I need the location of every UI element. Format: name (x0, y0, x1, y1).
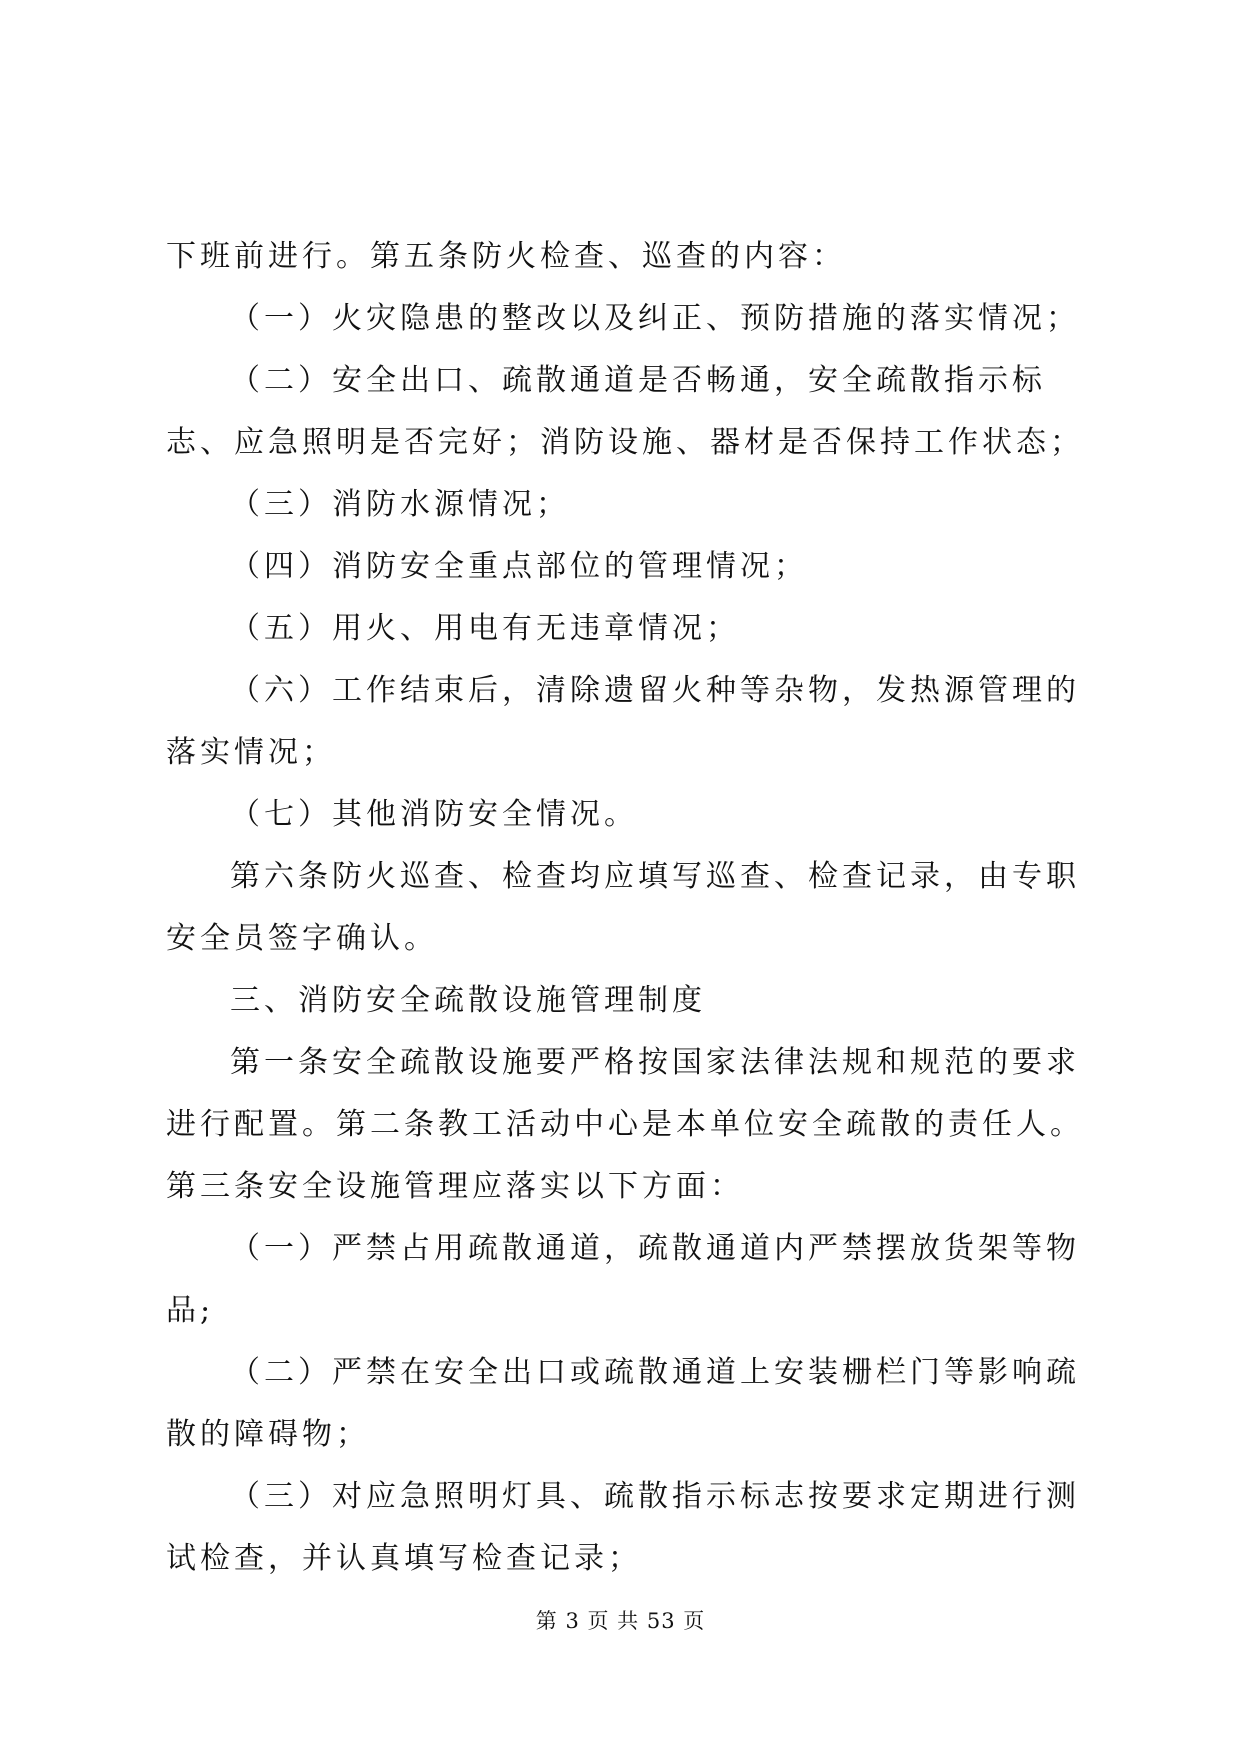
paragraph-8: （七）其他消防安全情况。 (230, 797, 638, 832)
paragraph-1: 下班前进行。第五条防火检查、巡查的内容： (166, 239, 846, 274)
page-footer (0, 1606, 1241, 1636)
paragraph-2: （一）火灾隐患的整改以及纠正、预防措施的落实情况； (230, 301, 1080, 336)
paragraph-4: （三）消防水源情况； (230, 487, 570, 522)
paragraph-12: （一）严禁占用疏散通道，疏散通道内严禁摆放货架等物品; (166, 1231, 1080, 1328)
paragraph-9: 第六条防火巡查、检查均应填写巡查、检查记录，由专职安全员签字确认。 (166, 859, 1080, 956)
paragraph-11: 第一条安全疏散设施要严格按国家法律法规和规范的要求进行配置。第二条教工活动中心是本单位安全疏散的责任人。第三条安全设施管理应落实以下方面： (166, 1045, 1084, 1204)
paragraph-14: （三）对应急照明灯具、疏散指示标志按要求定期进行测试检查，并认真填写检查记录； (166, 1479, 1080, 1576)
paragraph-3: （二）安全出口、疏散通道是否畅通，安全疏散指示标志、应急照明是否完好；消防设施、器材是否保持工作状态； (166, 363, 1084, 460)
paragraph-6: （五）用火、用电有无违章情况； (230, 611, 740, 646)
document-body (166, 226, 1086, 1590)
page-number: 第 3 页 共 53 页 (535, 1609, 706, 1633)
paragraph-7: （六）工作结束后，清除遗留火种等杂物，发热源管理的落实情况； (166, 673, 1080, 770)
paragraph-13: （二）严禁在安全出口或疏散通道上安装栅栏门等影响疏散的障碍物； (166, 1355, 1080, 1452)
section-heading: 三、消防安全疏散设施管理制度 (230, 983, 706, 1018)
paragraph-5: （四）消防安全重点部位的管理情况； (230, 549, 808, 584)
